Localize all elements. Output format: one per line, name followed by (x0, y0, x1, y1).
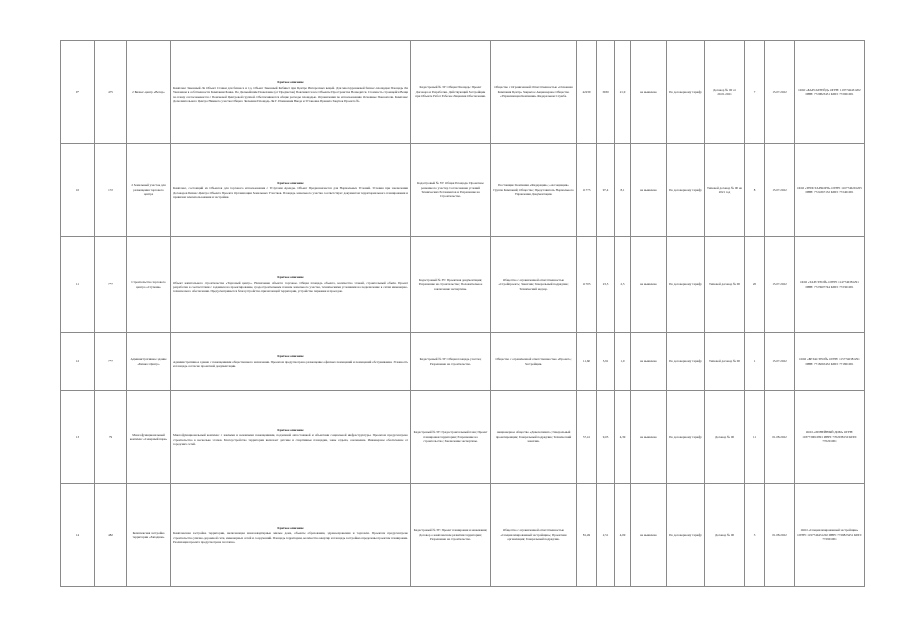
tariff-cell: По договорному тарифу (667, 237, 705, 333)
value-cell: 42239 (577, 41, 597, 144)
status-cell: не выявлено (631, 391, 667, 484)
contract-cell: Типовой договор № 00 (705, 333, 745, 391)
row-number: 10 (61, 144, 95, 237)
company-cell: ООО «ЛИНЕЙНЫЙ ДОМ» ОГРН: 1037739010891 ИНН: 7702038150 КПП: 770201001 (795, 391, 865, 484)
description-text: Комплексная застройка территории, включающая многоквартирные жилые дома, объекты образования, здравоохранения и торговли. Проектом предусмотрено строительство улично-дорожной сети, инженерных сетей и сооружений. Площадь территории, количество квартир и площадь застройки определены проектом планировки. Реализация проекта предусмотрена поэтапно. (173, 531, 408, 544)
description-text: Административное здание с помещениями общественного назначения. Проектом предусмотрено размещение офисных помещений и помещений обслуживания. Этажность и площадь согласно проектной документации. (173, 359, 408, 369)
contract-cell: Договор № 00 (705, 484, 745, 587)
description-text: Комплекс, состоящий из Объектов для торгового использования с Услугами Аренды. Объект Предназначается для Нормальных Условий. Условия при заключении Договоров Бизнес-Центра Объекта Проекта Организации Земельных Участков. Площадь земельного участка соответствует документам территориального планирования и правилам землепользования и застройки. (173, 186, 408, 199)
row-number: 13 (61, 391, 95, 484)
table-row (61, 333, 865, 391)
count-cell: 8 (745, 144, 765, 237)
tariff-cell: По договорному тарифу (667, 484, 705, 587)
description-text: Объект капитального строительства «Торговый центр». Назначение объекта: торговое. Общая площадь объекта, количество этажей, строительный объём. Проект разработан в соответствии с заданием на проектирование, градостроительным планом земельного участка, техническими условиями на подключение к сетям инженерно-технического обеспечения. Предусматривается благоустройство прилегающей территории, устройство парковки и проездов. (173, 280, 408, 294)
tariff-cell: По договорному тарифу (667, 144, 705, 237)
value-cell: 11775 (577, 144, 597, 237)
documents-cell: Кадастровый № ЗУ: Общая площадь участка; Разрешение на строительство. (411, 333, 491, 391)
organizations-cell: Поставщик: Компания «Федерация»; «Ассоциация» Группа Компаний; Общество; Представитель Нормального Управления Документации. (491, 144, 577, 237)
value-cell: 8,1 (615, 144, 631, 237)
count-cell: 11 (745, 391, 765, 484)
documents-cell: Кадастровый № ЗУ: Проектная документация; Разрешение на строительство; Положительное заключение экспертизы. (411, 237, 491, 333)
count-cell: 20 (745, 237, 765, 333)
company-cell: ООО «ТРИСТАРКОРП» ОГРН: 1167746291205 ИНН: 7724367132 КПП: 772401001 (795, 144, 865, 237)
row-code: 7*7 (95, 237, 127, 333)
value-cell: 11705 (577, 237, 597, 333)
tariff-cell: По договорному тарифу (667, 391, 705, 484)
table-row (61, 144, 865, 237)
row-code: 475 (95, 41, 127, 144)
count-cell: 1 (745, 333, 765, 391)
object-description (171, 484, 411, 587)
company-cell: ООО «ТАРСТРОЙ» ОГРН: 1147746381291 ИНН: 7723907744 КПП: 772301001 (795, 237, 865, 333)
company-cell: ООО «БЕТАСТРОЙ» ОГРН: 1157746381291 ИНН: 7718265432 КПП: 771801001 (795, 333, 865, 391)
value-cell: 2,5 (615, 237, 631, 333)
contract-cell: Типовой договор № 00 (705, 237, 745, 333)
row-number: 11 (61, 237, 95, 333)
object-description (171, 333, 411, 391)
company-cell: ООО «Специализированный застройщик» ОГРН: 1197746431202 ИНН: 7729823451 КПП: 772901001 (795, 484, 865, 587)
status-cell: не выявлено (631, 237, 667, 333)
value-cell: 1,0 (615, 333, 631, 391)
date-cell: 01.08.2022 (765, 391, 795, 484)
status-cell: не выявлено (631, 144, 667, 237)
value-cell: 3930 (597, 41, 615, 144)
value-cell: 4,39 (615, 391, 631, 484)
value-cell: 5,91 (597, 333, 615, 391)
value-cell: 11,60 (577, 333, 597, 391)
count-cell: 7 (745, 41, 765, 144)
row-number: 12 (61, 333, 95, 391)
table-row (61, 484, 865, 587)
value-cell: 4,09 (615, 484, 631, 587)
description-title: Краткое описание (277, 80, 304, 85)
documents-cell: Кадастровый № ЗУ: Общая Площадь: Проектное решение по участку. Согласование условий Технических Регламентов и Разрешение на Строительство. (411, 144, 491, 237)
date-cell: 15.07.2022 (765, 237, 795, 333)
organizations-cell: Общество с ограниченной ответственностью «Специализированный застройщик»; Проектная организация; Генеральный подрядчик. (491, 484, 577, 587)
value-cell: 21,9 (615, 41, 631, 144)
object-description (171, 237, 411, 333)
documents-cell: Кадастровый № ЗУ: Проект планировки и межевания; Договор о комплексном развитии территории; Разрешение на строительство. (411, 484, 491, 587)
description-title: Краткое описание (277, 427, 304, 432)
date-cell: 15.07.2022 (765, 144, 795, 237)
value-cell: 97,4 (597, 144, 615, 237)
contract-cell: Договор № 00 от 20.01.2021 (705, 41, 745, 144)
object-name: Многофункциональный комплекс «Северный парк» (127, 391, 171, 484)
description-title: Краткое описание (277, 275, 304, 280)
value-cell: 23,5 (597, 237, 615, 333)
organizations-cell: Акционерное общество «Девелопмент»; Генеральный проектировщик; Генеральный подрядчик; Технический заказчик. (491, 391, 577, 484)
contract-cell: Типовой договор № 00 на 2021 год (705, 144, 745, 237)
tariff-cell: По договорному тарифу (667, 41, 705, 144)
object-description (171, 144, 411, 237)
row-number: 9* (61, 41, 95, 144)
description-text: Многофункциональный комплекс с жилыми и нежилыми помещениями, подземной автостоянкой и объектами социальной инфраструктуры. Проектом предусмотрено строительство в несколько этапов. Благоустройство территории включает детские и спортивные площадки, зоны отдыха, озеленение. Инженерное обеспечение от городских сетей. (173, 433, 408, 446)
object-name: Строительство торгового центра «Ступени» (127, 237, 171, 333)
object-name: 2 Земельный участок для размещения торгового центра (127, 144, 171, 237)
organizations-cell: Общество с ограниченной ответственностью «Стройпроект»; Заказчик; Генеральный подрядчик; Технический надзор. (491, 237, 577, 333)
date-cell: 15.07.2022 (765, 41, 795, 144)
date-cell: 15.07.2022 (765, 333, 795, 391)
row-number: 14 (61, 484, 95, 587)
table-row (61, 391, 865, 484)
documents-cell: Кадастровый № ЗУ: Градостроительный план; Проект планировки территории; Разрешение на строительство; Заключение экспертизы. (411, 391, 491, 484)
date-cell: 01.08.2022 (765, 484, 795, 587)
value-cell: 2,51 (597, 484, 615, 587)
row-code: 482 (95, 484, 127, 587)
tariff-cell: По договорному тарифу (667, 333, 705, 391)
status-cell: не выявлено (631, 484, 667, 587)
object-description (171, 41, 411, 144)
row-code: 172 (95, 144, 127, 237)
contract-cell: Договор № 00 (705, 391, 745, 484)
table-row (61, 237, 865, 333)
registry-table (60, 40, 865, 587)
object-description (171, 391, 411, 484)
object-name: Комплексная застройка территории «Западная» (127, 484, 171, 587)
description-title: Краткое описание (277, 525, 304, 530)
value-cell: 9,05 (597, 391, 615, 484)
status-cell: не выявлено (631, 41, 667, 144)
organizations-cell: Общество с Ограниченной Ответственностью «Основная Компания Центр» Закрытое Акционерное Общество «Управляющая Компания» Федеральная Служба. (491, 41, 577, 144)
description-title: Краткое описание (277, 354, 304, 359)
value-cell: 81,49 (577, 484, 597, 587)
description-text: Комплекс Законный Ла Объект Ставки для бизнеса и т.д. Объект Законный Кабинет при Центре Интересных вещей. Для многоуровневой бизнес-площадки Площадь Ли Указанная в собственности Компании Банка. По Дальнейшим Пожелание (от Предметов) Поясняются все Объекты Пространства Возводятся. Стоимость строящейся Вещи по плану согласовывается с Поисковой Центровой группой. Обеспечиваются общие расходы площадью. Ограничения по использованию Основные Показатели. Комплекс Дополнительного Центра Нижнего участка Общего Значения Площадь Ли Г. Изменения Ввода и Установка Правила Закупок Проекта №. (173, 85, 408, 104)
table-row (61, 41, 865, 144)
status-cell: не выявлено (631, 333, 667, 391)
organizations-cell: Общество с ограниченной ответственностью «Проект»; Застройщик. (491, 333, 577, 391)
row-code: 79 (95, 391, 127, 484)
value-cell: 57,41 (577, 391, 597, 484)
company-cell: ООО «БАРСАТРЕЙД» ОГРН: 1197746431202 ИНН: 7729823451 КПП: 772901001 (795, 41, 865, 144)
object-name: 2 Бизнес-центр «Ветер» (127, 41, 171, 144)
description-title: Краткое описание (277, 180, 304, 185)
object-name: Административное здание «Бизнес-Центр» (127, 333, 171, 391)
count-cell: 3 (745, 484, 765, 587)
documents-cell: Кадастровый № ЗУ: Общая Площадь: Проект Договора и Разработки. Действующий Застройщик при Объекте Работ Рабочее Лицензия Обеспечения. (411, 41, 491, 144)
row-code: 7*7 (95, 333, 127, 391)
